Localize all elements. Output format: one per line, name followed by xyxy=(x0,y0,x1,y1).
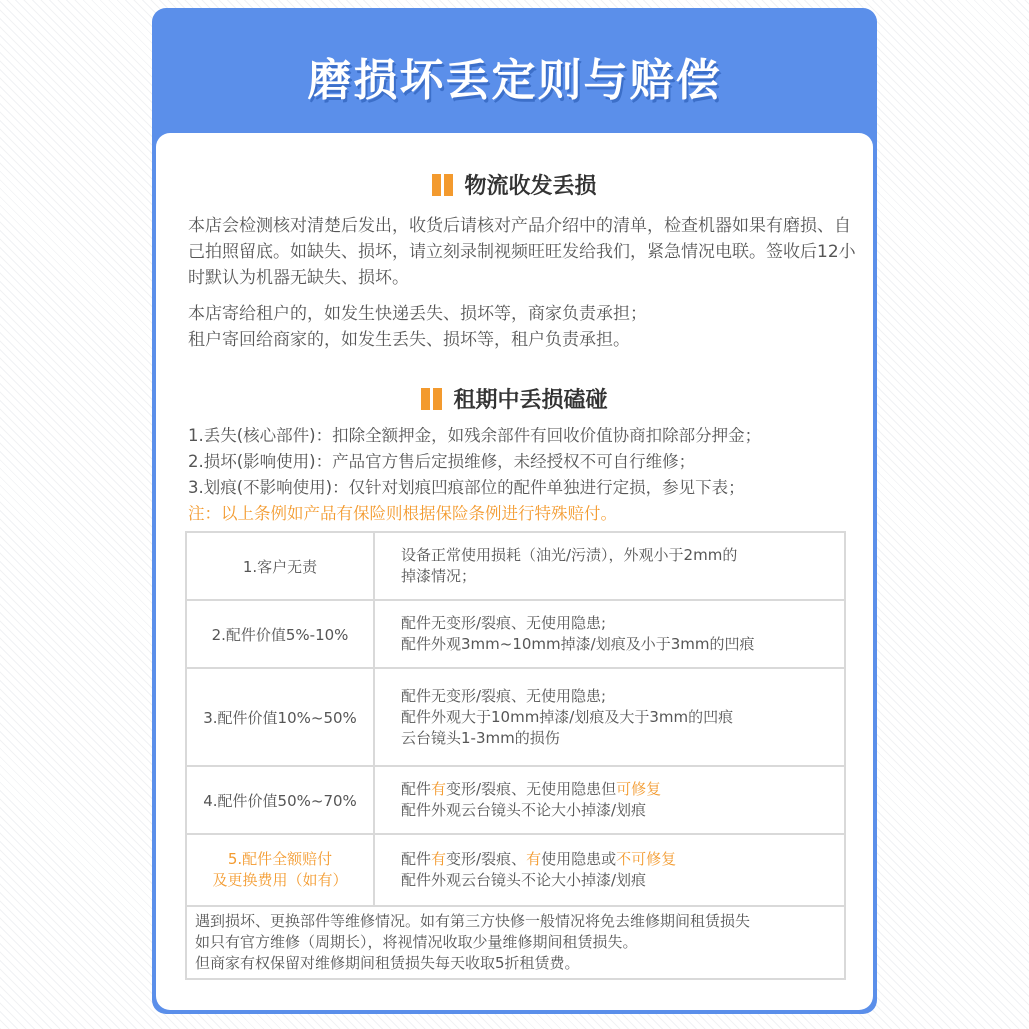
desc-text: 变形/裂痕、 xyxy=(446,850,527,868)
table-desc xyxy=(374,532,845,600)
footer-line: 如只有官方维修（周期长），将视情况收取少量维修期间租赁损失。 xyxy=(195,933,638,951)
rules-card xyxy=(152,8,877,1014)
section-logistics-title: 物流收发丢损 xyxy=(464,174,597,199)
footer-line: 遇到损坏、更换部件等维修情况。如有第三方快修一般情况将免去维修期间租赁损失 xyxy=(195,912,751,930)
quote-mark-icon xyxy=(432,174,456,202)
desc-line: 设备正常使用损耗（油光/污渍），外观小于2mm的 xyxy=(401,546,738,564)
quote-mark-icon xyxy=(421,388,445,416)
desc-highlight: 不可修复 xyxy=(616,850,677,868)
cat-line: 5.配件全额赔付 xyxy=(227,850,333,868)
desc-line: 掉漆情况； xyxy=(401,567,477,585)
table-row xyxy=(186,766,845,834)
section-rental-heading xyxy=(156,383,873,416)
table-cat: 2.配件价值5%-10% xyxy=(186,600,374,668)
table-desc xyxy=(374,600,845,668)
desc-line: 配件外观云台镜头不论大小掉漆/划痕 xyxy=(401,871,647,889)
rental-item-1: 1.丢失(核心部件)：扣除全额押金，如残余部件有回收价值协商扣除部分押金； xyxy=(188,426,762,445)
desc-line xyxy=(401,779,844,800)
table-cat xyxy=(186,834,374,906)
logistics-para2-line1: 本店寄给租户的，如发生快递丢失、损坏等，商家负责承担； xyxy=(188,304,647,324)
desc-line: 配件外观大于10mm掉漆/划痕及大于3mm的凹痕 xyxy=(401,707,734,726)
desc-line: 配件无变形/裂痕、无使用隐患; xyxy=(401,686,607,705)
desc-line: 配件外观3mm~10mm掉漆/划痕及小于3mm的凹痕 xyxy=(401,635,755,653)
table-desc xyxy=(374,668,845,766)
rental-list xyxy=(188,423,878,527)
logistics-para2-line2: 租户寄回给商家的，如发生丢失、损坏等，租户负责承担。 xyxy=(188,330,630,350)
cat-line: 及更换费用（如有） xyxy=(212,871,348,889)
damage-table xyxy=(185,531,846,980)
table-desc xyxy=(374,834,845,906)
section-logistics-heading xyxy=(156,169,873,202)
table-row xyxy=(186,834,845,906)
table-cat: 1.客户无责 xyxy=(186,532,374,600)
table-row xyxy=(186,668,845,766)
desc-text: 配件 xyxy=(401,850,432,868)
desc-highlight: 可修复 xyxy=(616,780,662,798)
logistics-paragraph-2 xyxy=(188,301,858,353)
table-row xyxy=(186,600,845,668)
desc-text: 配件 xyxy=(401,780,432,798)
logistics-para1: 本店会检测核对清楚后发出，收货后请核对产品介绍中的清单，检查机器如果有磨损、自己拍照留底。如缺失、损坏，请立刻录制视频旺旺发给我们，紧急情况电联。签收后12小时默认为机器无缺失、损坏。 xyxy=(188,216,856,288)
desc-line: 云台镜头1-3mm的损伤 xyxy=(401,728,560,747)
rental-item-2: 2.损坏(影响使用)：产品官方售后定损维修，未经授权不可自行维修； xyxy=(188,452,696,471)
desc-text: 使用隐患或 xyxy=(541,850,617,868)
desc-line xyxy=(401,849,844,870)
desc-highlight: 有 xyxy=(431,780,447,798)
desc-highlight: 有 xyxy=(526,850,542,868)
table-footer-row xyxy=(186,906,845,979)
footer-line: 但商家有权保留对维修期间租赁损失每天收取5折租赁费。 xyxy=(195,954,580,972)
table-cat: 4.配件价值50%~70% xyxy=(186,766,374,834)
table-row xyxy=(186,532,845,600)
desc-highlight: 有 xyxy=(431,850,447,868)
table-footer xyxy=(186,906,845,979)
table-cat: 3.配件价值10%~50% xyxy=(186,668,374,766)
page-title: 磨损坏丢定则与赔偿 xyxy=(307,55,722,106)
logistics-paragraph xyxy=(188,213,858,291)
section-rental-title: 租期中丢损磕碰 xyxy=(453,388,608,413)
desc-line: 配件外观云台镜头不论大小掉漆/划痕 xyxy=(401,801,647,819)
content-panel xyxy=(156,133,873,1010)
desc-text: 变形/裂痕、无使用隐患但 xyxy=(446,780,617,798)
table-desc xyxy=(374,766,845,834)
rental-item-3: 3.划痕(不影响使用)：仅针对划痕凹痕部位的配件单独进行定损，参见下表； xyxy=(188,478,745,497)
desc-line: 配件无变形/裂痕、无使用隐患; xyxy=(401,614,607,632)
rental-note: 注：以上条例如产品有保险则根据保险条例进行特殊赔付。 xyxy=(188,504,617,523)
